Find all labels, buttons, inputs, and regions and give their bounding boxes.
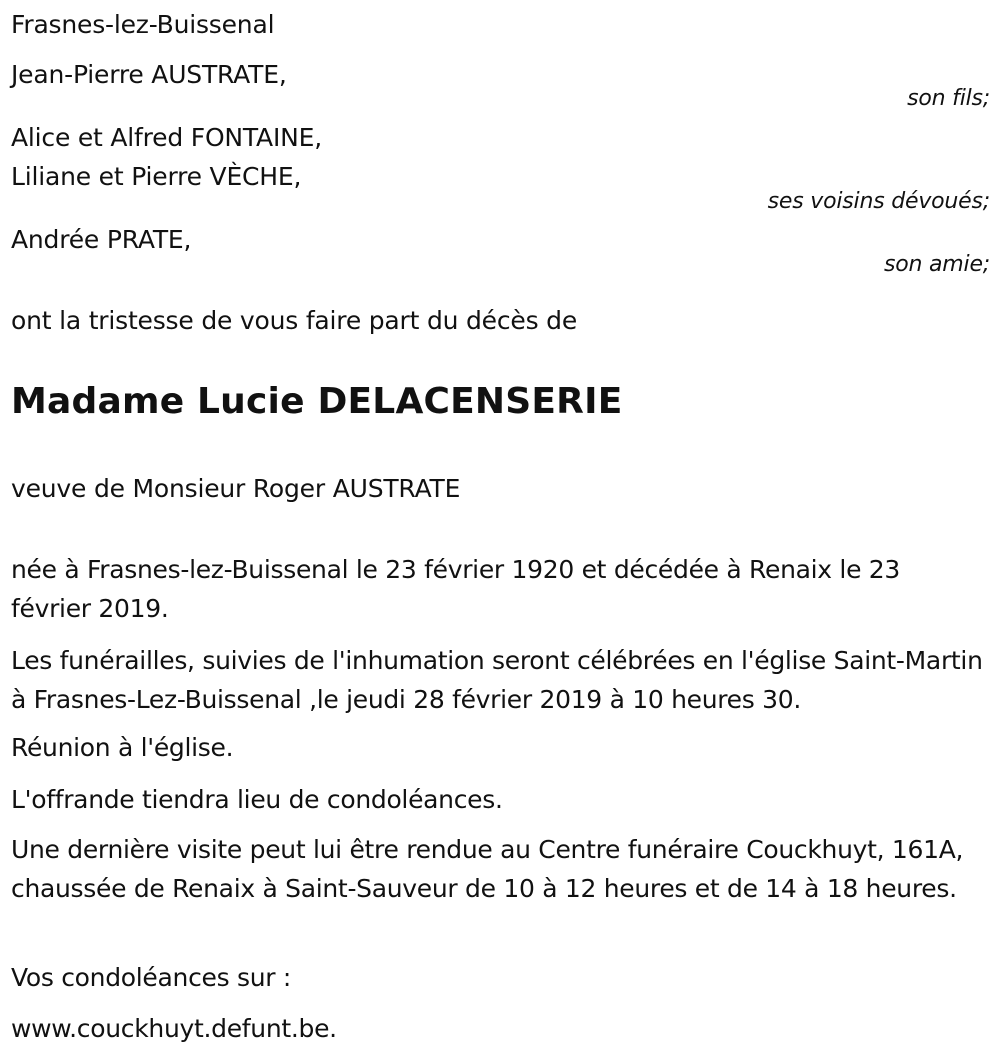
condolences-paragraph: Vos condoléances sur : xyxy=(11,963,291,992)
visit-paragraph: Une dernière visite peut lui être rendue au Centre funéraire Couckhuyt, 161A, chaussée de Renaix à Saint-Sauveur de 10 à 12 heures et de 14 à 18 heures. xyxy=(11,835,964,903)
announcement-text: ont la tristesse de vous faire part du décès de xyxy=(11,306,578,335)
gathering-paragraph: Réunion à l'église. xyxy=(11,733,234,762)
birth-death-paragraph: née à Frasnes-lez-Buissenal le 23 février 1920 et décédée à Renaix le 23 février 2019. xyxy=(11,555,901,623)
deceased-name: Madame Lucie DELACENSERIE xyxy=(11,381,623,422)
family-relation: son fils; xyxy=(907,86,990,111)
offering-paragraph: L'offrande tiendra lieu de condoléances. xyxy=(11,785,503,814)
condolences-website: www.couckhuyt.defunt.be. xyxy=(11,1014,337,1043)
family-member-name: Liliane et Pierre VÈCHE, xyxy=(11,162,302,191)
family-member-name: Alice et Alfred FONTAINE, xyxy=(11,123,322,152)
family-relation: son amie; xyxy=(883,252,990,277)
family-relation: ses voisins dévoués; xyxy=(767,189,990,214)
funeral-paragraph: Les funérailles, suivies de l'inhumation seront célébrées en l'église Saint-Martin à Frasnes-Lez-Buissenal ,le jeudi 28 février 2019 à 10 heures 30. xyxy=(11,646,983,714)
family-member-name: Jean-Pierre AUSTRATE, xyxy=(11,60,287,89)
family-member-name: Andrée PRATE, xyxy=(11,225,192,254)
widow-of-text: veuve de Monsieur Roger AUSTRATE xyxy=(11,474,461,503)
place-heading: Frasnes-lez-Buissenal xyxy=(11,10,275,39)
